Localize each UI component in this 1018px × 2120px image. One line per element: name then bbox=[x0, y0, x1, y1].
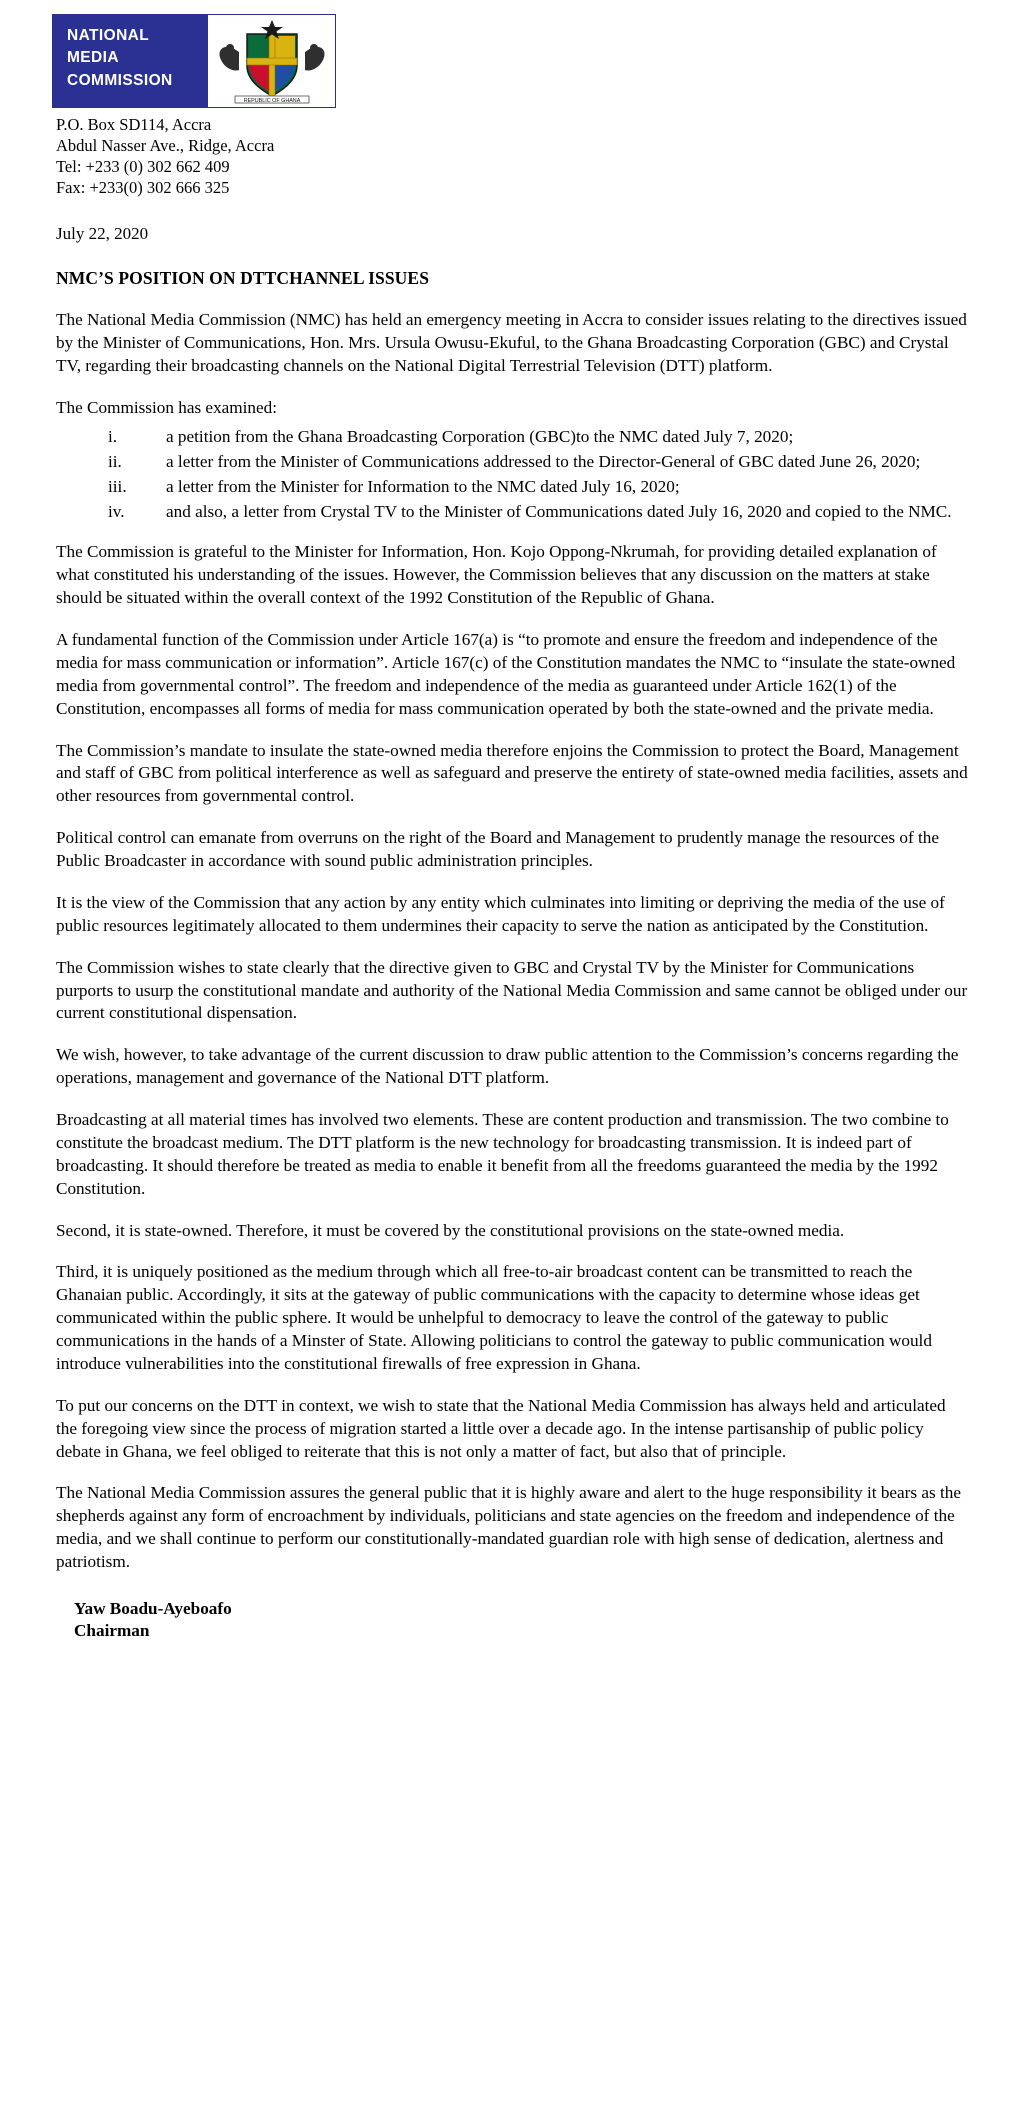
paragraph-8: The Commission wishes to state clearly that the directive given to GBC and Crystal TV by the Minister for Communications purports to usurp the constitutional mandate and authority of the National Media Commission and same cannot be obliged under our current constitutional dispensation. bbox=[56, 957, 968, 1023]
paragraph-7: It is the view of the Commission that any action by any entity which culminates into limiting or depriving the media of the use of public resources legitimately allocated to them undermines their capacity to serve the nation as anticipated by the Constitution. bbox=[56, 892, 945, 935]
signatory-name: Yaw Boadu-Ayeboafo bbox=[74, 1598, 232, 1618]
list-item-number: iv. bbox=[108, 501, 125, 521]
paragraph-12: Third, it is uniquely positioned as the medium through which all free-to-air broadcast content can be transmitted to reach the Ghanaian public. Accordingly, it sits at the gateway of public communications with the capacity to determine whose ideas get communicated within the public sphere. It would be unhelpful to democracy to leave the control of the gateway to public communications in the hands of a Minster of State. Allowing politicians to control the gateway to public communication would introduce vulnerabilities into the constitutional firewalls of free expression in Ghana. bbox=[56, 1262, 932, 1373]
list-item-number: iii. bbox=[108, 476, 127, 496]
paragraph-14: The National Media Commission assures the general public that it is highly aware and alert to the huge responsibility it bears as the shepherds against any form of encroachment by individuals, politicians and state agencies on the freedom and independence of the media, and we shall continue to perform our constitutionally-mandated guardian role with high sense of dedication, alertness and patriotism. bbox=[56, 1483, 961, 1572]
address-line-1: P.O. Box SD114, Accra bbox=[56, 115, 212, 134]
paragraph-4: A fundamental function of the Commission under Article 167(a) is “to promote and ensure the freedom and independence of the media for mass communication or information”. Article 167(c) of the Constitution mandates the NMC to “insulate the state-owned media from governmental control”. The freedom and independence of the media as guaranteed under Article 162(1) of the Constitution, encompasses all forms of media for mass communication operated by both the state-owned and the private media. bbox=[56, 630, 956, 718]
paragraph-11: Second, it is state-owned. Therefore, it must be covered by the constitutional provisions on the state-owned media. bbox=[56, 1220, 845, 1240]
address-line-3: Tel: +233 (0) 302 662 409 bbox=[56, 157, 230, 177]
list-item bbox=[108, 451, 970, 474]
logo-line-1: NATIONAL bbox=[67, 27, 150, 44]
paragraph-13: To put our concerns on the DTT in context, we wish to state that the National Media Commission has always held and articulated the foregoing view since the process of migration started a little over a decade ago. In the intense partisanship of public policy debate in Ghana, we feel obliged to reiterate that this is not only a matter of fact, but also that of principle. bbox=[56, 1395, 946, 1461]
logo-line-2: MEDIA bbox=[67, 49, 119, 67]
list-item-text: a petition from the Ghana Broadcasting Corporation (GBC)to the NMC dated July 7, 2020; bbox=[166, 426, 794, 446]
paragraph-10: Broadcasting at all material times has involved two elements. These are content production and transmission. The two combine to constitute the broadcast medium. The DTT platform is the new technology for broadcasting transmission. It is indeed part of broadcasting. It should therefore be treated as media to enable it benefit from all the freedoms guaranteed the media by the 1992 Constitution. bbox=[56, 1110, 949, 1198]
paragraph-9: We wish, however, to take advantage of the current discussion to draw public attention to the Commission’s concerns regarding the operations, management and governance of the National DTT platform. bbox=[56, 1045, 959, 1088]
list-item bbox=[108, 476, 970, 499]
ghana-coat-of-arms-icon bbox=[208, 15, 335, 107]
address-line-2: Abdul Nasser Ave., Ridge, Accra bbox=[56, 136, 275, 156]
paragraph-1: The National Media Commission (NMC) has held an emergency meeting in Accra to consider issues relating to the directives issued by the Minister of Communications, Hon. Mrs. Ursula Owusu-Ekuful, to the Ghana Broadcasting Corporation (GBC) and Crystal TV, regarding their broadcasting channels on the National Digital Terrestrial Television (DTT) platform. bbox=[56, 310, 967, 376]
list-item-text: and also, a letter from Crystal TV to the Minister of Communications dated July 16, 2020 and copied to the NMC. bbox=[166, 501, 952, 521]
list-item-number: ii. bbox=[108, 451, 122, 471]
signatory-role: Chairman bbox=[74, 1621, 150, 1641]
paragraph-2: The Commission has examined: bbox=[56, 398, 278, 418]
letter-date: July 22, 2020 bbox=[56, 224, 149, 244]
list-item-text: a letter from the Minister of Communications addressed to the Director-General of GBC dated June 26, 2020; bbox=[166, 451, 921, 471]
list-item-text: a letter from the Minister for Information to the NMC dated July 16, 2020; bbox=[166, 476, 680, 496]
letterhead bbox=[52, 14, 970, 108]
list-item bbox=[108, 501, 970, 524]
nmc-logo-text bbox=[53, 15, 208, 107]
nmc-logo bbox=[52, 14, 336, 108]
svg-text:REPUBLIC OF GHANA: REPUBLIC OF GHANA bbox=[243, 98, 300, 104]
list-item-number: i. bbox=[108, 426, 118, 446]
letterhead-address bbox=[56, 114, 970, 198]
paragraph-6: Political control can emanate from overruns on the right of the Board and Management to prudently manage the resources of the Public Broadcaster in accordance with sound public administration principles. bbox=[56, 828, 939, 871]
logo-line-3: COMMISSION bbox=[67, 71, 173, 89]
paragraph-3: The Commission is grateful to the Minister for Information, Hon. Kojo Oppong-Nkrumah, for providing detailed explanation of what constituted his understanding of the issues. However, the Commission believes that any discussion on the matters at stake should be situated within the overall context of the 1992 Constitution of the Republic of Ghana. bbox=[56, 542, 937, 608]
signature-block bbox=[74, 1598, 970, 1643]
page-title: NMC’S POSITION ON DTTCHANNEL ISSUES bbox=[56, 268, 430, 289]
address-line-4: Fax: +233(0) 302 666 325 bbox=[56, 178, 230, 198]
paragraph-5: The Commission’s mandate to insulate the state-owned media therefore enjoins the Commission to protect the Board, Management and staff of GBC from political interference as well as safeguard and preserve the entirety of state-owned media facilities, assets and other resources from governmental control. bbox=[56, 740, 968, 806]
examined-items-list bbox=[56, 426, 970, 524]
list-item bbox=[108, 426, 970, 449]
